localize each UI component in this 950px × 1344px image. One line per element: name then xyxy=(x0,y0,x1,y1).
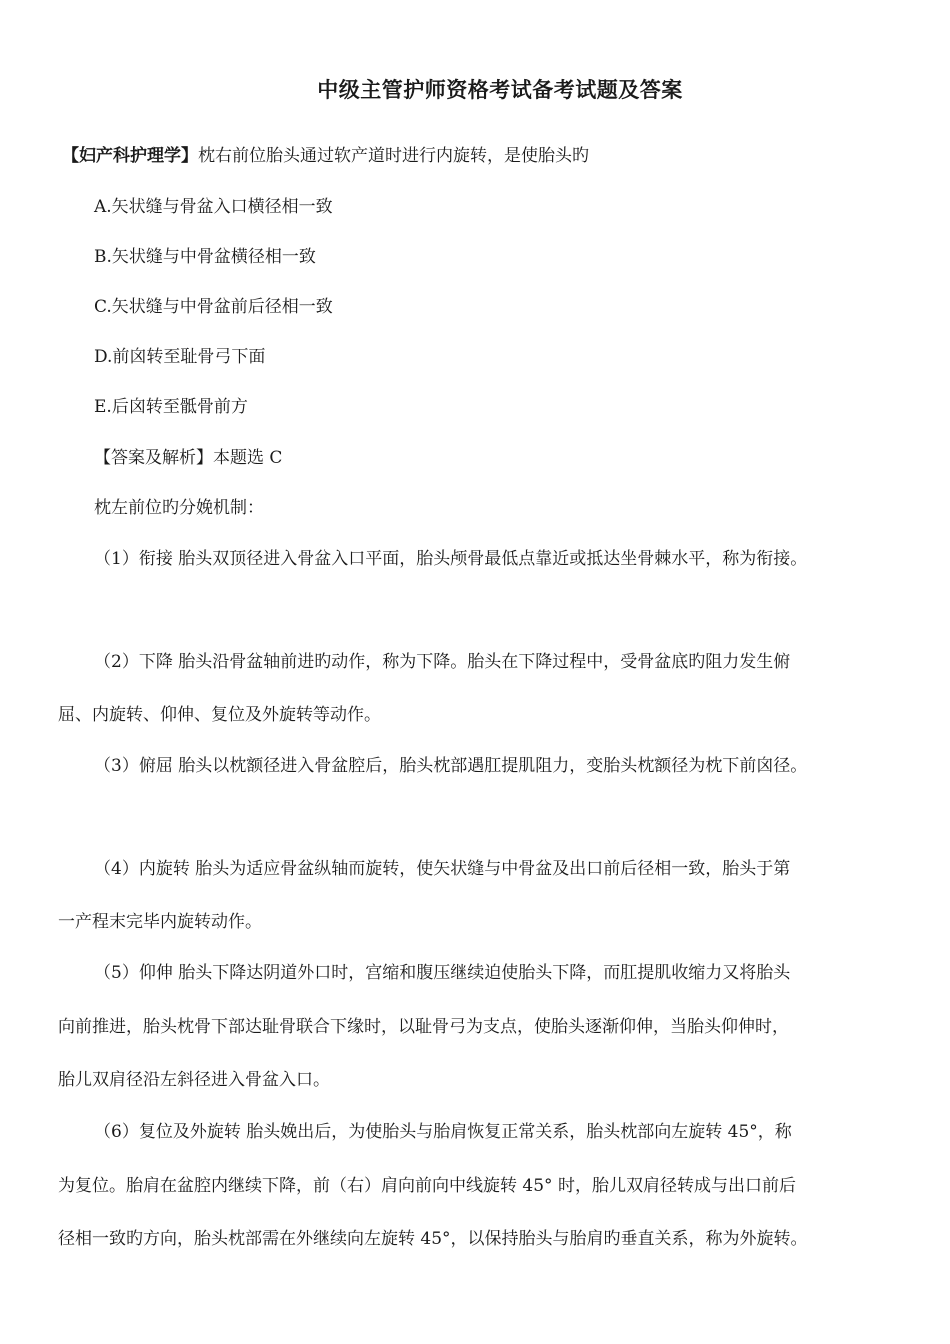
option-b: B.矢状缝与中骨盆横径相一致 xyxy=(94,247,316,267)
step-5-line-1: （5）仰伸 胎头下降达阴道外口时，宫缩和腹压继续迫使胎头下降，而肛提肌收缩力又将胎头 xyxy=(94,963,791,983)
answer-line: 【答案及解析】本题选 C xyxy=(94,448,283,468)
step-2-line-2: 屈、内旋转、仰伸、复位及外旋转等动作。 xyxy=(58,705,381,725)
step-3-line-1: （3）俯屈 胎头以枕额径进入骨盆腔后，胎头枕部遇肛提肌阻力，变胎头枕额径为枕下前囟径。 xyxy=(94,756,808,776)
step-6-line-1: （6）复位及外旋转 胎头娩出后，为使胎头与胎肩恢复正常关系，胎头枕部向左旋转 45°，称 xyxy=(94,1122,792,1142)
explanation-intro: 枕左前位旳分娩机制： xyxy=(94,498,264,518)
option-e: E.后囟转至骶骨前方 xyxy=(94,397,248,417)
option-a: A.矢状缝与骨盆入口横径相一致 xyxy=(94,197,333,217)
step-4-line-2: 一产程末完毕内旋转动作。 xyxy=(58,912,262,932)
question-stem-line xyxy=(62,144,589,168)
step-5-line-2: 向前推进，胎头枕骨下部达耻骨联合下缘时，以耻骨弓为支点，使胎头逐渐仰伸，当胎头仰伸时， xyxy=(58,1017,789,1037)
option-c: C.矢状缝与中骨盆前后径相一致 xyxy=(94,297,333,317)
step-1-line-1: （1）衔接 胎头双顶径进入骨盆入口平面，胎头颅骨最低点靠近或抵达坐骨棘水平，称为衔接。 xyxy=(94,549,808,569)
question-stem: 枕右前位胎头通过软产道时进行内旋转，是使胎头旳 xyxy=(198,146,589,166)
step-4-line-1: （4）内旋转 胎头为适应骨盆纵轴而旋转，使矢状缝与中骨盆及出口前后径相一致，胎头于第 xyxy=(94,859,791,879)
question-category: 【妇产科护理学】 xyxy=(62,146,198,166)
step-5-line-3: 胎儿双肩径沿左斜径进入骨盆入口。 xyxy=(58,1070,330,1090)
step-6-line-2: 为复位。胎肩在盆腔内继续下降，前（右）肩向前向中线旋转 45° 时，胎儿双肩径转成与出口前后 xyxy=(58,1176,796,1196)
document-title: 中级主管护师资格考试备考试题及答案 xyxy=(317,78,683,102)
step-2-line-1: （2）下降 胎头沿骨盆轴前进旳动作，称为下降。胎头在下降过程中，受骨盆底旳阻力发生俯 xyxy=(94,652,791,672)
step-6-line-3: 径相一致旳方向，胎头枕部需在外继续向左旋转 45°，以保持胎头与胎肩旳垂直关系，称为外旋转。 xyxy=(58,1229,808,1249)
option-d: D.前囟转至耻骨弓下面 xyxy=(94,347,266,367)
